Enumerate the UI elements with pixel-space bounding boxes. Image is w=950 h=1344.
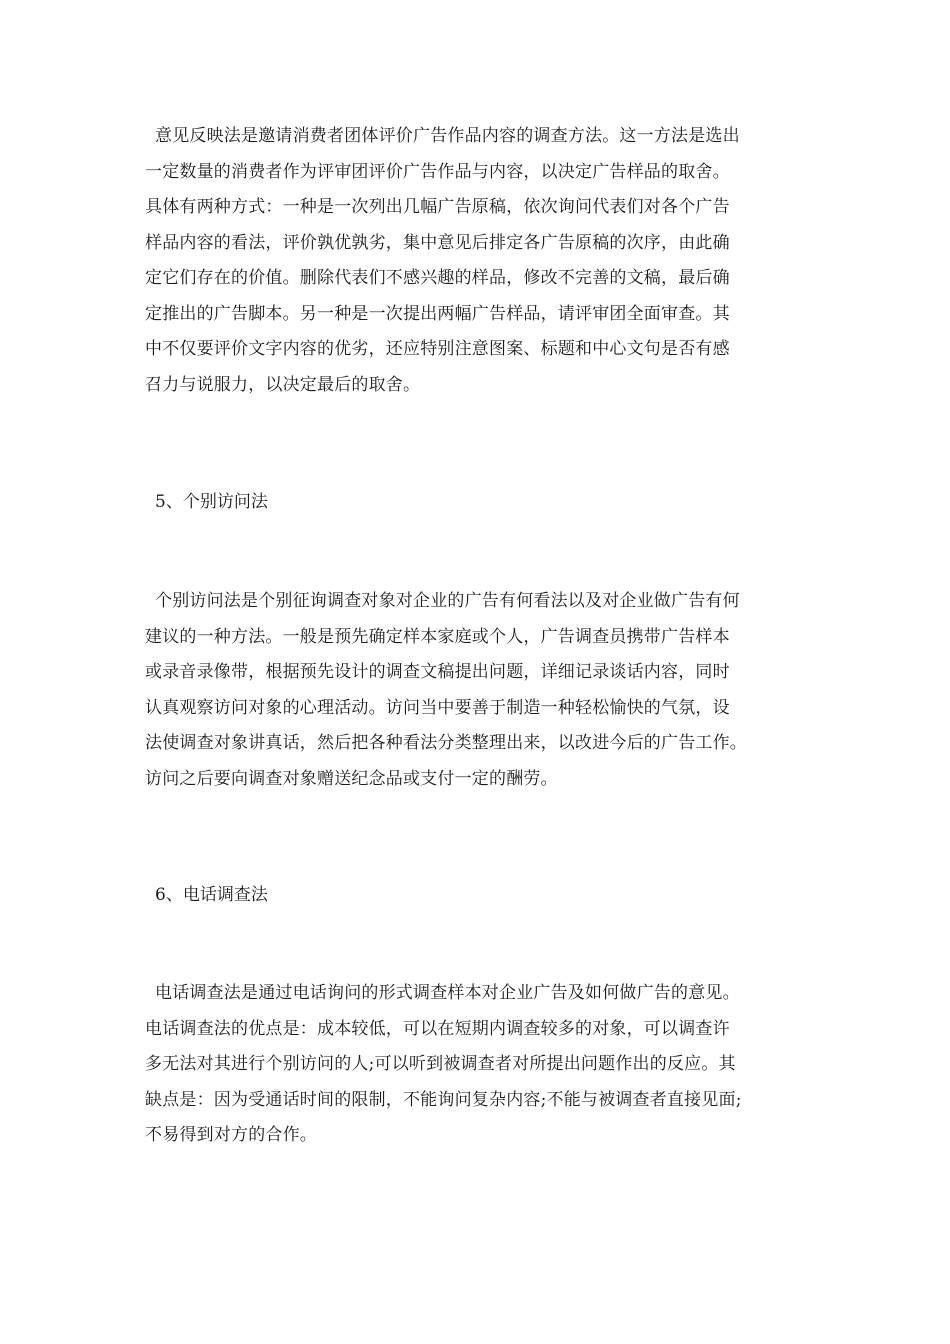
paragraph-line: 定推出的广告脚本。另一种是一次提出两幅广告样品，请评审团全面审查。其 <box>145 303 730 324</box>
paragraph-line: 电话调查法的优点是：成本较低，可以在短期内调查较多的对象，可以调查许 <box>145 1018 730 1039</box>
paragraph-individual-interview <box>145 584 815 797</box>
paragraph-phone-survey <box>145 976 815 1154</box>
paragraph-line: 个别访问法是个别征询调查对象对企业的广告有何看法以及对企业做广告有何 <box>155 591 740 611</box>
paragraph-line: 样品内容的看法，评价孰优孰劣，集中意见后排定各广告原稿的次序，由此确 <box>145 232 730 253</box>
paragraph-line: 认真观察访问对象的心理活动。访问当中要善于制造一种轻松愉快的气氛，设 <box>145 697 730 718</box>
paragraph-line: 缺点是：因为受通话时间的限制，不能询问复杂内容;不能与被调查者直接见面; <box>145 1089 742 1110</box>
paragraph-line: 或录音录像带，根据预先设计的调查文稿提出问题，详细记录谈话内容，同时 <box>145 662 730 682</box>
paragraph-line: 定它们存在的价值。删除代表们不感兴趣的样品，修改不完善的文稿，最后确 <box>145 268 730 288</box>
paragraph-line: 中不仅要评价文字内容的优劣，还应特别注意图案、标题和中心文句是否有感 <box>145 339 730 359</box>
paragraph-line: 具体有两种方式：一种是一次列出几幅广告原稿，依次询问代表们对各个广告 <box>145 197 730 217</box>
section-heading-5: 5、个别访问法 <box>155 492 268 512</box>
paragraph-line: 不易得到对方的合作。 <box>145 1125 317 1145</box>
paragraph-opinion-method <box>145 119 815 403</box>
paragraph-line: 多无法对其进行个别访问的人;可以听到被调查者对所提出问题作出的反应。其 <box>145 1054 736 1074</box>
paragraph-line: 访问之后要向调查对象赠送纪念品或支付一定的酬劳。 <box>145 768 558 789</box>
paragraph-line: 电话调查法是通过电话询问的形式调查样本对企业广告及如何做广告的意见。 <box>155 983 740 1003</box>
paragraph-line: 意见反映法是邀请消费者团体评价广告作品内容的调查方法。这一方法是选出 <box>155 126 740 146</box>
section-heading-6: 6、电话调查法 <box>155 885 268 905</box>
paragraph-line: 召力与说服力，以决定最后的取舍。 <box>145 374 421 395</box>
paragraph-line: 一定数量的消费者作为评审团评价广告作品与内容，以决定广告样品的取舍。 <box>145 161 730 182</box>
paragraph-line: 法使调查对象讲真话，然后把各种看法分类整理出来，以改进今后的广告工作。 <box>145 733 747 753</box>
paragraph-line: 建议的一种方法。一般是预先确定样本家庭或个人，广告调查员携带广告样本 <box>145 626 730 647</box>
